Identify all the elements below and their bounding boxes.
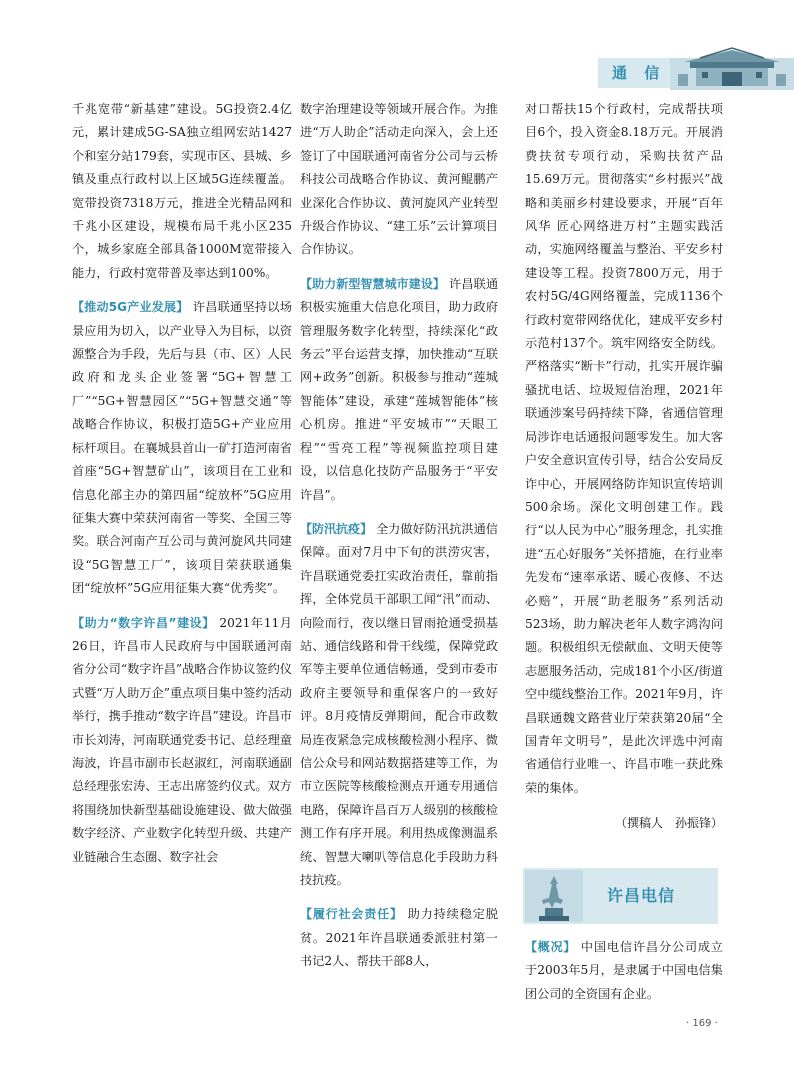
- paragraph-text: 助力持续稳定脱贫。2021年许昌联通委派驻村第一书记2人、帮扶干部8人，: [300, 907, 498, 969]
- city-gate-illustration: [670, 44, 794, 90]
- section-heading: 【履行社会责任】: [300, 907, 403, 922]
- section-heading: 【防汛抗疫】: [300, 521, 373, 536]
- paragraph: [72, 296, 292, 600]
- section-heading: 【助力新型智慧城市建设】: [300, 276, 446, 291]
- subsection-title: 许昌电信: [607, 886, 676, 905]
- paragraph-text: 许昌联通坚持以场景应用为切入，以产业导入为目标，以资源整合为手段，先后与县（市、区）人民政府和龙头企业签署“5G+智慧工厂”“5G+智慧园区”“5G+智慧交通”等战略合作协议，积极打造5G+产业应用标杆项目。在襄城县首山一矿打造河南省首座“5G+智慧矿山”，该项目在工业和信息化部主办的第四届“绽放杯”5G应用征集大赛中荣获河南省一等奖、全国三等奖。联合河南产互公司与黄河旋风共同建设“5G智慧工厂”，该项目荣获联通集团“绽放杯”5G应用征集大赛“优秀奖”。: [72, 300, 293, 596]
- paragraph-text: 2021年11月26日，许昌市人民政府与中国联通河南省分公司“数字许昌”战略合作协议签约仪式暨“万人助万企”重点项目集中签约活动举行，携手推动“数字许昌”建设。许昌市市长刘涛，河南联通党委书记、总经理童海波，许昌市副市长赵淑红，河南联通副总经理张宏涛、王志出席签约仪式。双方将围绕加快新型基础设施建设、做大做强数字经济、产业数字化转型升级、共建产业链融合生态圈、数字社会: [72, 615, 292, 864]
- page-number: · 169 ·: [686, 1018, 718, 1029]
- paragraph-text: 中国电信许昌分公司成立于2003年5月，是隶属于中国电信集团公司的全资国有企业。: [525, 940, 723, 1001]
- author-credit: （撰稿人 孙振锋）: [614, 816, 723, 831]
- statue-illustration: [525, 870, 583, 922]
- text-column-3: [525, 98, 723, 836]
- paragraph: [300, 273, 498, 507]
- section-title: 通 信: [612, 64, 666, 82]
- section-heading: 【助力“数字许昌”建设】: [72, 615, 215, 630]
- text-column-1: [72, 98, 292, 869]
- section-header-banner: [598, 44, 794, 90]
- paragraph: [300, 903, 498, 973]
- paragraph: 千兆宽带“新基建”建设。5G投资2.4亿元，累计建成5G-SA独立组网宏站1427个和室分站179套，实现市区、县城、乡镇及重点行政村以上区域5G连续覆盖。宽带投资7318万元，推进全光精品网和千兆小区建设，规模布局千兆小区235个，城乡家庭全部具备1000M宽带接入能力，行政村宽带普及率达到100%。: [72, 102, 292, 280]
- paragraph: 对口帮扶15个行政村，完成帮扶项目6个，投入资金8.18万元。开展消费扶贫专项行动，采购扶贫产品15.69万元。贯彻落实“乡村振兴”战略和美丽乡村建设要求，开展“百年风华 匠心网络进万村”主题实践活动，实施网络覆盖与整治、平安乡村建设等工程。投资7800万元，用于农村5G/4G网络覆盖，完成1136个行政村宽带网络优化，建成平安乡村示范村137个。筑牢网络安全防线。严格落实“断卡”行动，扎实开展诈骗骚扰电话、垃圾短信治理，2021年联通涉案号码持续下降，省通信管理局涉诈电话通报问题零发生。加大客户安全意识宣传引导，结合公安局反诈中心，开展网络防诈知识宣传培训500余场。深化文明创建工作。践行“以人民为中心”服务理念，扎实推进“五心好服务”关怀措施，在行业率先发布“速率承诺、暖心夜修、不达必赔”，开展“助老服务”系列活动523场，助力解决老年人数字鸿沟问题。积极组织无偿献血、文明天使等志愿服务活动，完成181个小区/街道空中缆线整治工作。2021年9月，许昌联通魏文路营业厅荣获第20届“全国青年文明号”，是此次评选中河南省通信行业唯一、许昌市唯一获此殊荣的集体。: [525, 102, 723, 795]
- paragraph: [300, 518, 498, 893]
- text-column-2: [300, 98, 498, 974]
- paragraph: [72, 612, 292, 869]
- subsection-banner: [523, 868, 718, 924]
- paragraph-text: 许昌联通积极实施重大信息化项目，助力政府管理服务数字化转型，持续深化“政务云”平台运营支撑，加快推动“互联网+政务”创新。积极参与推动“莲城智能体”建设，承建“莲城智能体”核心机房。推进“平安城市”“天眼工程”“雪亮工程”等视频监控项目建设，以信息化技防产品服务于“平安许昌”。: [300, 276, 499, 502]
- overview-paragraph: [525, 936, 723, 1006]
- section-heading: 【推动5G产业发展】: [72, 300, 189, 315]
- paragraph-text: 全力做好防汛抗洪通信保障。面对7月中下旬的洪涝灾害，许昌联通党委扛实政治责任，靠前指挥，全体党员干部职工闻“汛”而动、向险而行，夜以继日冒雨抢通受损基站、通信线路和骨干线缆，保障党政军等主要单位通信畅通，受到市委市政府主要领导和重保客户的一致好评。8月疫情反弹期间，配合市政数局连夜紧急完成核酸检测小程序、微信公众号和网站数据搭建等工作，为市立医院等核酸检测点开通专用通信电路，保障许昌百万人级别的核酸检测工作有序开展。利用热成像测温系统、智慧大喇叭等信息化手段助力科技抗疫。: [300, 521, 498, 887]
- section-heading: 【概况】: [525, 940, 577, 954]
- paragraph: 数字治理建设等领域开展合作。为推进“万人助企”活动走向深入，会上还签订了中国联通河南省分公司与云桥科技公司战略合作协议、黄河鲲鹏产业深化合作协议、黄河旋风产业转型升级合作协议、“建工乐”云计算项目合作协议。: [300, 102, 498, 257]
